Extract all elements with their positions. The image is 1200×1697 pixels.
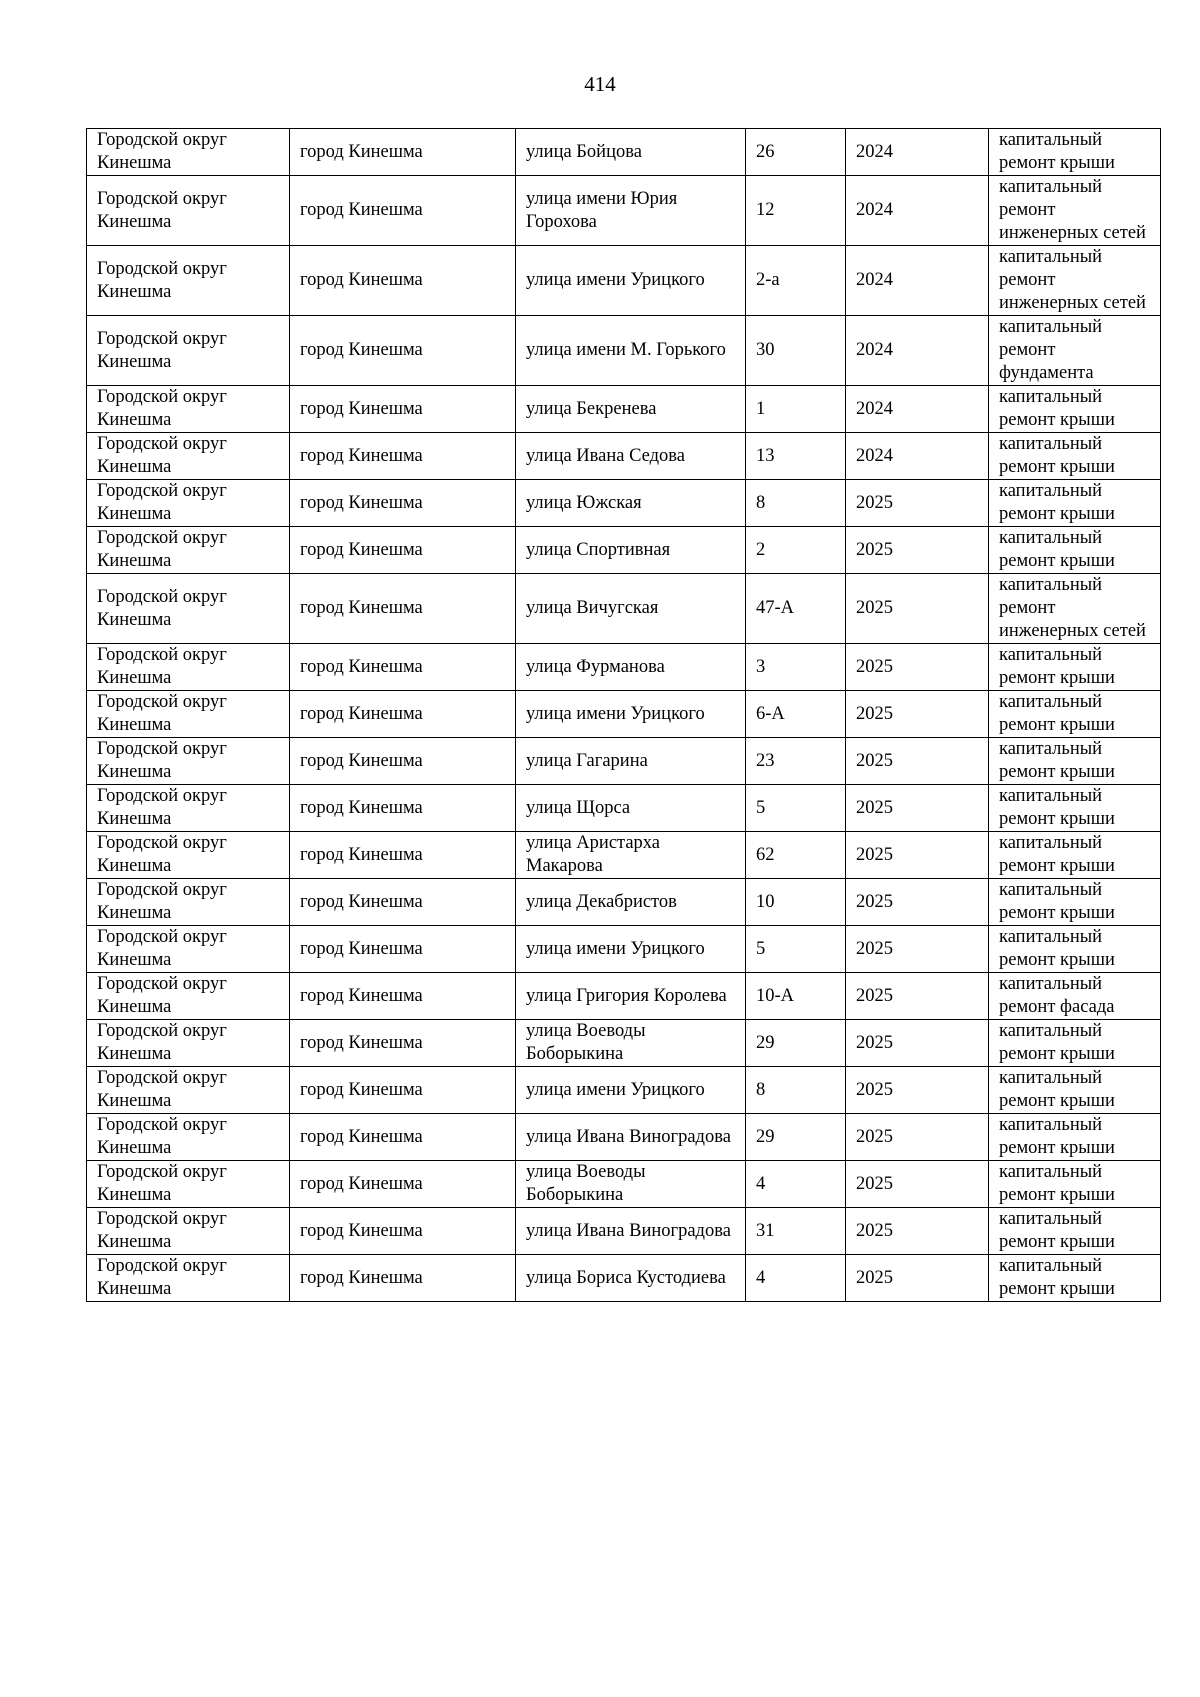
cell-street: улица Фурманова (516, 644, 746, 691)
cell-street: улица Ивана Виноградова (516, 1114, 746, 1161)
table-row (87, 246, 1161, 316)
cell-locality: город Кинешма (290, 129, 516, 176)
cell-district: Городской округ Кинешма (87, 832, 290, 879)
table-row (87, 386, 1161, 433)
cell-work: капитальный ремонт крыши (989, 1067, 1161, 1114)
cell-work: капитальный ремонт крыши (989, 738, 1161, 785)
table-row (87, 1208, 1161, 1255)
cell-district: Городской округ Кинешма (87, 691, 290, 738)
table-row (87, 1255, 1161, 1302)
cell-district: Городской округ Кинешма (87, 879, 290, 926)
cell-work: капитальный ремонт крыши (989, 785, 1161, 832)
cell-house: 29 (746, 1020, 846, 1067)
cell-district: Городской округ Кинешма (87, 1114, 290, 1161)
cell-street: улица имени М. Горького (516, 316, 746, 386)
cell-house: 2 (746, 527, 846, 574)
table-row (87, 129, 1161, 176)
repair-schedule-table (86, 128, 1161, 1302)
cell-locality: город Кинешма (290, 1067, 516, 1114)
cell-year: 2025 (846, 644, 989, 691)
cell-district: Городской округ Кинешма (87, 1208, 290, 1255)
cell-year: 2025 (846, 738, 989, 785)
cell-district: Городской округ Кинешма (87, 176, 290, 246)
cell-year: 2025 (846, 1114, 989, 1161)
cell-year: 2025 (846, 691, 989, 738)
cell-work: капитальный ремонт крыши (989, 527, 1161, 574)
cell-year: 2024 (846, 316, 989, 386)
cell-locality: город Кинешма (290, 738, 516, 785)
cell-street: улица Южская (516, 480, 746, 527)
cell-district: Городской округ Кинешма (87, 316, 290, 386)
table-row (87, 785, 1161, 832)
cell-house: 13 (746, 433, 846, 480)
table-row (87, 1161, 1161, 1208)
cell-year: 2025 (846, 1020, 989, 1067)
cell-locality: город Кинешма (290, 644, 516, 691)
cell-year: 2024 (846, 176, 989, 246)
cell-work: капитальный ремонт фасада (989, 973, 1161, 1020)
cell-street: улица Бориса Кустодиева (516, 1255, 746, 1302)
cell-locality: город Кинешма (290, 480, 516, 527)
cell-street: улица имени Урицкого (516, 246, 746, 316)
cell-district: Городской округ Кинешма (87, 1255, 290, 1302)
cell-year: 2025 (846, 574, 989, 644)
table-row (87, 691, 1161, 738)
cell-work: капитальный ремонт крыши (989, 480, 1161, 527)
table-row (87, 879, 1161, 926)
cell-house: 47-А (746, 574, 846, 644)
cell-locality: город Кинешма (290, 176, 516, 246)
table-body (87, 129, 1161, 1302)
table-row (87, 480, 1161, 527)
table-row (87, 1067, 1161, 1114)
cell-locality: город Кинешма (290, 1208, 516, 1255)
cell-district: Городской округ Кинешма (87, 433, 290, 480)
cell-house: 62 (746, 832, 846, 879)
cell-district: Городской округ Кинешма (87, 644, 290, 691)
cell-year: 2024 (846, 129, 989, 176)
cell-locality: город Кинешма (290, 574, 516, 644)
cell-year: 2025 (846, 973, 989, 1020)
cell-locality: город Кинешма (290, 973, 516, 1020)
cell-district: Городской округ Кинешма (87, 386, 290, 433)
cell-street: улица Воеводы Боборыкина (516, 1161, 746, 1208)
cell-work: капитальный ремонт крыши (989, 879, 1161, 926)
cell-house: 31 (746, 1208, 846, 1255)
cell-locality: город Кинешма (290, 527, 516, 574)
table-row (87, 644, 1161, 691)
cell-work: капитальный ремонт крыши (989, 386, 1161, 433)
cell-locality: город Кинешма (290, 1255, 516, 1302)
cell-house: 5 (746, 785, 846, 832)
cell-district: Городской округ Кинешма (87, 785, 290, 832)
cell-street: улица Ивана Седова (516, 433, 746, 480)
table-row (87, 1020, 1161, 1067)
cell-work: капитальный ремонт крыши (989, 1020, 1161, 1067)
cell-year: 2025 (846, 879, 989, 926)
cell-street: улица Гагарина (516, 738, 746, 785)
table-row (87, 574, 1161, 644)
cell-locality: город Кинешма (290, 926, 516, 973)
table-row (87, 926, 1161, 973)
cell-house: 8 (746, 480, 846, 527)
cell-street: улица Бекренева (516, 386, 746, 433)
cell-district: Городской округ Кинешма (87, 1067, 290, 1114)
cell-locality: город Кинешма (290, 879, 516, 926)
table-row (87, 832, 1161, 879)
cell-street: улица имени Урицкого (516, 691, 746, 738)
cell-street: улица имени Урицкого (516, 1067, 746, 1114)
page-number: 414 (584, 72, 616, 96)
cell-work: капитальный ремонт крыши (989, 1255, 1161, 1302)
cell-work: капитальный ремонт крыши (989, 1114, 1161, 1161)
cell-street: улица Вичугская (516, 574, 746, 644)
cell-street: улица Аристарха Макарова (516, 832, 746, 879)
cell-house: 30 (746, 316, 846, 386)
cell-street: улица Григория Королева (516, 973, 746, 1020)
cell-district: Городской округ Кинешма (87, 527, 290, 574)
table-row (87, 527, 1161, 574)
cell-street: улица Ивана Виноградова (516, 1208, 746, 1255)
cell-year: 2025 (846, 832, 989, 879)
cell-work: капитальный ремонт крыши (989, 1161, 1161, 1208)
cell-house: 6-А (746, 691, 846, 738)
cell-year: 2024 (846, 246, 989, 316)
cell-district: Городской округ Кинешма (87, 574, 290, 644)
cell-locality: город Кинешма (290, 1114, 516, 1161)
cell-work: капитальный ремонт крыши (989, 433, 1161, 480)
cell-locality: город Кинешма (290, 246, 516, 316)
cell-year: 2025 (846, 480, 989, 527)
cell-work: капитальный ремонт крыши (989, 691, 1161, 738)
cell-district: Городской округ Кинешма (87, 926, 290, 973)
cell-district: Городской округ Кинешма (87, 129, 290, 176)
cell-year: 2025 (846, 926, 989, 973)
cell-locality: город Кинешма (290, 1020, 516, 1067)
cell-house: 4 (746, 1255, 846, 1302)
cell-year: 2025 (846, 1255, 989, 1302)
cell-district: Городской округ Кинешма (87, 1020, 290, 1067)
cell-locality: город Кинешма (290, 691, 516, 738)
cell-work: капитальный ремонт крыши (989, 832, 1161, 879)
cell-district: Городской округ Кинешма (87, 973, 290, 1020)
table-row (87, 973, 1161, 1020)
table-row (87, 738, 1161, 785)
cell-locality: город Кинешма (290, 386, 516, 433)
cell-work: капитальный ремонт инженерных сетей (989, 246, 1161, 316)
cell-work: капитальный ремонт инженерных сетей (989, 574, 1161, 644)
cell-house: 5 (746, 926, 846, 973)
cell-street: улица Воеводы Боборыкина (516, 1020, 746, 1067)
cell-house: 8 (746, 1067, 846, 1114)
cell-year: 2025 (846, 1208, 989, 1255)
cell-street: улица Спортивная (516, 527, 746, 574)
cell-house: 23 (746, 738, 846, 785)
cell-house: 10-А (746, 973, 846, 1020)
cell-house: 29 (746, 1114, 846, 1161)
cell-house: 2-а (746, 246, 846, 316)
table-row (87, 176, 1161, 246)
cell-locality: город Кинешма (290, 1161, 516, 1208)
cell-work: капитальный ремонт инженерных сетей (989, 176, 1161, 246)
table-row (87, 1114, 1161, 1161)
table-row (87, 433, 1161, 480)
cell-street: улица имени Урицкого (516, 926, 746, 973)
cell-house: 10 (746, 879, 846, 926)
cell-house: 12 (746, 176, 846, 246)
cell-work: капитальный ремонт крыши (989, 644, 1161, 691)
cell-locality: город Кинешма (290, 832, 516, 879)
cell-house: 4 (746, 1161, 846, 1208)
cell-year: 2025 (846, 1067, 989, 1114)
cell-locality: город Кинешма (290, 316, 516, 386)
table-row (87, 316, 1161, 386)
cell-street: улица Бойцова (516, 129, 746, 176)
cell-house: 3 (746, 644, 846, 691)
cell-work: капитальный ремонт крыши (989, 1208, 1161, 1255)
cell-year: 2025 (846, 1161, 989, 1208)
cell-year: 2025 (846, 785, 989, 832)
cell-year: 2024 (846, 433, 989, 480)
cell-work: капитальный ремонт крыши (989, 926, 1161, 973)
cell-district: Городской округ Кинешма (87, 480, 290, 527)
cell-work: капитальный ремонт крыши (989, 129, 1161, 176)
cell-district: Городской округ Кинешма (87, 1161, 290, 1208)
cell-work: капитальный ремонт фундамента (989, 316, 1161, 386)
cell-house: 26 (746, 129, 846, 176)
cell-street: улица Щорса (516, 785, 746, 832)
cell-district: Городской округ Кинешма (87, 246, 290, 316)
cell-house: 1 (746, 386, 846, 433)
cell-year: 2025 (846, 527, 989, 574)
cell-locality: город Кинешма (290, 785, 516, 832)
cell-street: улица Декабристов (516, 879, 746, 926)
cell-year: 2024 (846, 386, 989, 433)
cell-district: Городской округ Кинешма (87, 738, 290, 785)
cell-street: улица имени Юрия Горохова (516, 176, 746, 246)
cell-locality: город Кинешма (290, 433, 516, 480)
